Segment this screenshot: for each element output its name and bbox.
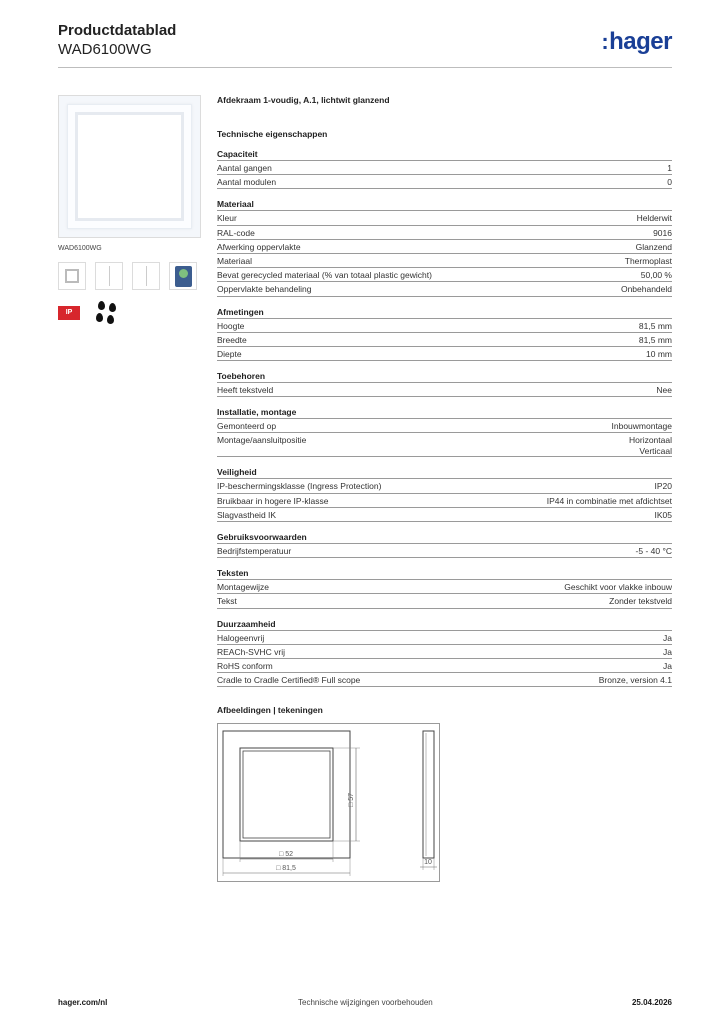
frame-opening — [75, 112, 184, 221]
spec-section — [217, 307, 672, 362]
spec-value — [639, 335, 672, 346]
thumbnail-side-view[interactable] — [95, 262, 123, 290]
spec-section-title: Afmetingen — [217, 307, 672, 319]
spec-value — [629, 435, 672, 456]
spec-row — [217, 383, 672, 397]
spec-value-line: Glanzend — [635, 241, 672, 252]
spec-value — [667, 177, 672, 188]
inner-opening-outline — [240, 748, 333, 841]
spec-label: Tekst — [217, 596, 237, 607]
ip-rating-icon: IP — [58, 306, 80, 320]
spec-label: Cradle to Cradle Certified® Full scope — [217, 675, 361, 686]
spec-section — [217, 467, 672, 522]
spec-section-title: Installatie, montage — [217, 407, 672, 419]
spec-row — [217, 347, 672, 361]
spec-label: Hoogte — [217, 320, 245, 331]
spec-row — [217, 659, 672, 673]
spec-value — [599, 675, 672, 686]
spec-row — [217, 175, 672, 189]
spec-row — [217, 333, 672, 347]
inner-opening-edge — [243, 751, 330, 838]
product-image — [58, 95, 201, 238]
spec-row — [217, 673, 672, 687]
spec-label: RoHS conform — [217, 660, 273, 671]
depth-label: 10 — [424, 859, 432, 867]
spec-value — [621, 284, 672, 295]
spec-value — [637, 213, 672, 224]
spec-label: Aantal modulen — [217, 177, 277, 188]
spec-section-title: Capaciteit — [217, 149, 672, 161]
spec-value-line: Geschikt voor vlakke inbouw — [564, 582, 672, 593]
spec-section-title: Veiligheid — [217, 467, 672, 479]
spec-value-line: 81,5 mm — [638, 320, 672, 331]
footer-disclaimer: Technische wijzigingen voorbehouden — [298, 998, 433, 1007]
spec-label: Slagvastheid IK — [217, 509, 277, 520]
spec-label: Breedte — [217, 334, 247, 345]
side-profile-outline — [423, 731, 434, 858]
spec-section — [217, 199, 672, 296]
spec-label: Bruikbaar in hogere IP-klasse — [217, 495, 329, 506]
spec-section-title: Materiaal — [217, 199, 672, 211]
thumbnail-edge-view[interactable] — [132, 262, 160, 290]
spec-row — [217, 282, 672, 296]
spec-value-line: IP20 — [654, 481, 672, 492]
spec-row — [217, 494, 672, 508]
spec-value-line: Horizontaal — [629, 435, 672, 446]
spec-section-title: Toebehoren — [217, 371, 672, 383]
spec-row — [217, 645, 672, 659]
spec-value — [609, 596, 672, 607]
spec-value-line: Nee — [656, 385, 672, 396]
spec-value — [625, 256, 672, 267]
spec-value — [653, 228, 672, 239]
footer-date: 25.04.2026 — [631, 998, 672, 1007]
spec-row — [217, 508, 672, 522]
product-details — [217, 95, 672, 882]
spec-row — [217, 479, 672, 493]
inner-width-label: □ 52 — [279, 851, 293, 859]
product-image-caption: WAD6100WG — [58, 245, 102, 252]
spec-value-line: Ja — [663, 632, 672, 643]
spec-value — [641, 270, 672, 281]
spec-value — [663, 661, 672, 672]
outer-frame-outline — [223, 731, 350, 858]
logo-text: hager — [609, 28, 672, 55]
spec-label: Heeft tekstveld — [217, 385, 274, 396]
thumbnail-certificate[interactable] — [169, 262, 197, 290]
spec-label: Bedrijfstemperatuur — [217, 546, 292, 556]
side-thumb-icon — [109, 266, 110, 286]
spec-section — [217, 149, 672, 189]
spec-row — [217, 211, 672, 225]
spec-label: Diepte — [217, 348, 242, 359]
spec-section — [217, 568, 672, 608]
spec-label: Materiaal — [217, 255, 252, 266]
spec-sections — [217, 149, 672, 687]
hager-logo — [601, 28, 672, 56]
drawings-heading: Afbeeldingen | tekeningen — [217, 705, 323, 716]
spec-label: Montage/aansluitpositie — [217, 435, 307, 446]
logo-dots-icon: : — [601, 29, 609, 54]
spec-row — [217, 254, 672, 268]
product-media-column — [58, 95, 201, 327]
spec-value — [547, 496, 672, 507]
inner-height-label: □ 57 — [348, 793, 355, 808]
spec-value-line: IK05 — [654, 509, 672, 520]
thumbnail-strip — [58, 262, 201, 290]
spec-value-line: 81,5 mm — [638, 334, 672, 345]
spec-value-line: Verticaal — [639, 445, 672, 456]
spec-value-line: Helderwit — [636, 213, 672, 224]
spec-label: Oppervlakte behandeling — [217, 284, 312, 295]
spec-value-line: 1 — [667, 163, 672, 173]
spec-value-line: -5 - 40 °C — [635, 546, 672, 556]
spec-value-line: Ja — [663, 660, 672, 671]
spec-row — [217, 319, 672, 333]
spec-value — [639, 321, 672, 332]
frame-thumb-icon — [65, 269, 79, 283]
spec-value-line: Inbouwmontage — [611, 421, 672, 432]
spec-section-title: Duurzaamheid — [217, 619, 672, 631]
spec-value-line: Thermoplast — [624, 255, 672, 266]
spec-value — [656, 385, 672, 396]
spec-label: Kleur — [217, 213, 237, 224]
product-name: Afdekraam 1-voudig, A.1, lichtwit glanzend — [217, 95, 390, 105]
spec-label: Gemonteerd op — [217, 421, 277, 432]
document-title: Productdatablad — [58, 22, 177, 39]
spec-value-line: 0 — [667, 177, 672, 188]
cradle-certificate-icon — [175, 266, 192, 287]
water-drops-icon — [94, 299, 122, 327]
spec-row — [217, 161, 672, 175]
edge-thumb-icon — [146, 266, 147, 286]
spec-row — [217, 240, 672, 254]
spec-section-title: Gebruiksvoorwaarden — [217, 532, 672, 544]
thumbnail-front-view[interactable] — [58, 262, 86, 290]
spec-label: Aantal gangen — [217, 163, 272, 173]
footer-website-link[interactable]: hager.com/nl — [58, 998, 108, 1007]
spec-row — [217, 419, 672, 433]
spec-value-line: Bronze, version 4.1 — [598, 675, 672, 686]
spec-value-line: 50,00 % — [640, 270, 672, 281]
property-icons — [58, 299, 201, 327]
spec-value — [646, 349, 672, 360]
spec-value-line: IP44 in combinatie met afdichtset — [546, 495, 672, 506]
dimension-drawing — [218, 724, 439, 881]
spec-value-line: Onbehandeld — [620, 284, 672, 295]
spec-value — [612, 421, 673, 432]
spec-row — [217, 226, 672, 240]
spec-row — [217, 433, 672, 457]
spec-row — [217, 580, 672, 594]
spec-section — [217, 619, 672, 688]
spec-section — [217, 407, 672, 457]
spec-value-line: Ja — [663, 646, 672, 657]
spec-value — [663, 647, 672, 658]
spec-value-line: 9016 — [653, 227, 672, 238]
spec-section — [217, 532, 672, 558]
spec-row — [217, 268, 672, 282]
spec-section — [217, 371, 672, 397]
spec-label: Bevat gerecycled materiaal (% van totaal plastic gewicht) — [217, 270, 432, 281]
document-subtitle: WAD6100WG — [58, 41, 152, 58]
outer-width-label: □ 81,5 — [276, 865, 296, 873]
spec-value — [663, 633, 672, 644]
spec-row — [217, 544, 672, 558]
spec-value-line: 10 mm — [646, 348, 672, 359]
spec-value — [655, 510, 673, 521]
technical-drawing — [217, 723, 440, 882]
spec-section-title: Teksten — [217, 568, 672, 580]
spec-label: Halogeenvrij — [217, 632, 265, 643]
page-header — [58, 22, 672, 68]
technical-properties-heading: Technische eigenschappen — [217, 129, 328, 139]
spec-row — [217, 594, 672, 608]
spec-label: RAL-code — [217, 227, 255, 238]
spec-label: REACh-SVHC vrij — [217, 646, 286, 657]
spec-value — [667, 163, 672, 174]
spec-value — [636, 242, 672, 253]
spec-label: Afwerking oppervlakte — [217, 241, 301, 252]
spec-label: IP-beschermingsklasse (Ingress Protection) — [217, 481, 382, 492]
spec-value — [564, 582, 672, 593]
spec-row — [217, 631, 672, 645]
spec-value-line: Zonder tekstveld — [609, 596, 672, 607]
spec-value — [636, 546, 672, 557]
spec-value — [655, 481, 673, 492]
spec-label: Montagewijze — [217, 582, 269, 593]
